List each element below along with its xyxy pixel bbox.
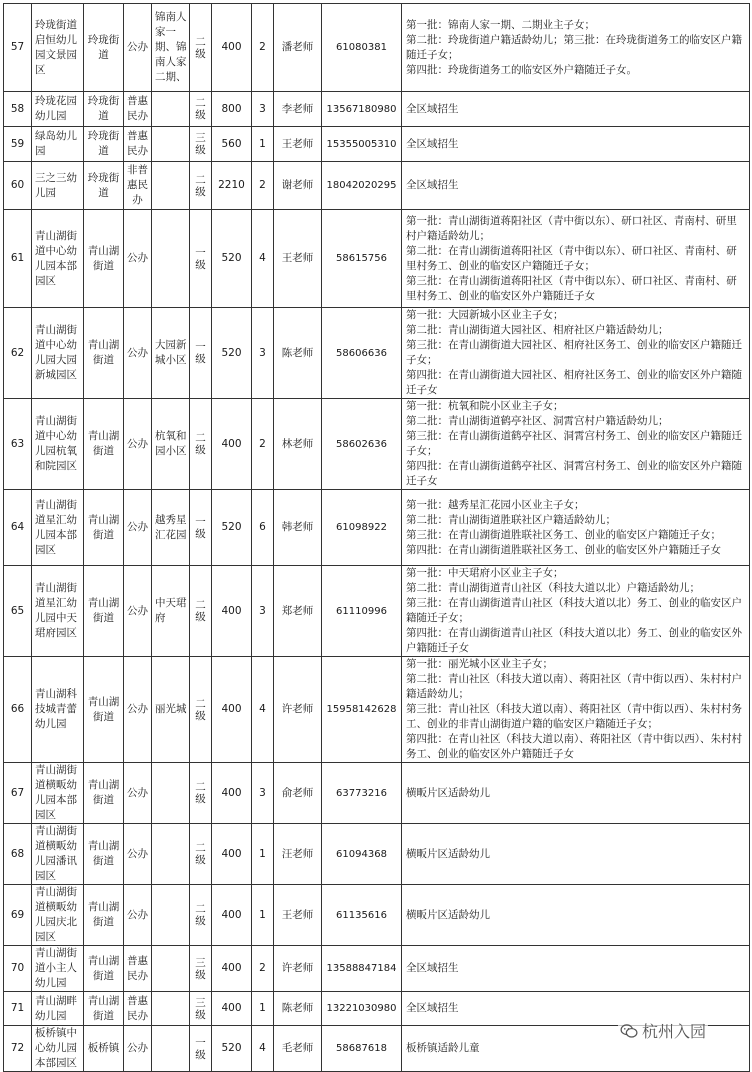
school-name: 青山湖街道星汇幼儿园本部园区 <box>32 490 84 566</box>
school-level: 三级 <box>190 992 212 1026</box>
wechat-icon <box>620 1024 638 1038</box>
enrollment-scope <box>402 490 750 566</box>
class-count: 4 <box>252 657 274 763</box>
street-name: 青山湖街道 <box>84 885 124 946</box>
school-level: 二级 <box>190 162 212 210</box>
scope-line: 第一批：杭氧和院小区业主子女； <box>406 400 564 412</box>
school-name: 玲珑花园幼儿园 <box>32 92 84 127</box>
street-name: 青山湖街道 <box>84 308 124 399</box>
watermark <box>618 1019 708 1042</box>
contact-person: 谢老师 <box>274 162 322 210</box>
community: 中天珺府 <box>152 566 190 657</box>
enrollment-scope <box>402 946 750 992</box>
school-level: 二级 <box>190 92 212 127</box>
table-row <box>4 210 750 308</box>
scope-line: 第三批：在青山湖街道大园社区、相府社区务工、创业的临安区户籍随迁子女； <box>406 339 742 366</box>
enrollment-scope <box>402 566 750 657</box>
school-type: 公办 <box>124 1026 152 1072</box>
scope-line: 全区域招生 <box>406 179 459 191</box>
phone-number: 58687618 <box>322 1026 402 1072</box>
phone-number: 61135616 <box>322 885 402 946</box>
scope-line: 第二批：青山湖街道青山社区（科技大道以北）户籍适龄幼儿； <box>406 582 700 594</box>
class-count: 3 <box>252 308 274 399</box>
school-name: 青山湖街道中心幼儿园大园新城园区 <box>32 308 84 399</box>
school-name: 青山湖科技城青蕾幼儿园 <box>32 657 84 763</box>
phone-number: 61094368 <box>322 824 402 885</box>
school-type: 公办 <box>124 566 152 657</box>
class-count: 1 <box>252 127 274 162</box>
community: 杭氧和园小区 <box>152 399 190 490</box>
contact-person: 许老师 <box>274 657 322 763</box>
phone-number: 13221030980 <box>322 992 402 1026</box>
street-name: 青山湖街道 <box>84 992 124 1026</box>
phone-number: 13588847184 <box>322 946 402 992</box>
scope-line: 第一批：青山湖街道蒋阳社区（青中街以东）、研口社区、青南村、研里村户籍适龄幼儿； <box>406 214 737 242</box>
scope-line: 第一批：锦南人家一期、二期业主子女； <box>406 18 595 31</box>
school-name: 青山湖街道星汇幼儿园中天珺府园区 <box>32 566 84 657</box>
school-type: 普惠民办 <box>124 92 152 127</box>
school-name: 青山湖畔幼儿园 <box>32 992 84 1026</box>
enrollment-table <box>3 3 750 1072</box>
community <box>152 992 190 1026</box>
row-number: 68 <box>4 824 32 885</box>
scope-line: 第二批：玲珑街道户籍适龄幼儿；第三批：在玲珑街道务工的临安区户籍随迁子女； <box>406 33 742 61</box>
class-count: 2 <box>252 4 274 92</box>
scope-line: 第四批：玲珑街道务工的临安区外户籍随迁子女。 <box>406 63 637 76</box>
school-level: 二级 <box>190 885 212 946</box>
capacity: 400 <box>212 885 252 946</box>
scope-line: 横畈片区适龄幼儿 <box>406 786 490 799</box>
phone-number: 18042020295 <box>322 162 402 210</box>
scope-line: 第二批：青山湖街道鹤亭社区、洞霄宫村户籍适龄幼儿； <box>406 415 669 427</box>
phone-number: 61110996 <box>322 566 402 657</box>
contact-person: 王老师 <box>274 885 322 946</box>
phone-number: 63773216 <box>322 763 402 824</box>
phone-number: 61080381 <box>322 4 402 92</box>
row-number: 72 <box>4 1026 32 1072</box>
street-name: 板桥镇 <box>84 1026 124 1072</box>
enrollment-scope <box>402 824 750 885</box>
street-name: 青山湖街道 <box>84 490 124 566</box>
enrollment-scope <box>402 399 750 490</box>
street-name: 青山湖街道 <box>84 824 124 885</box>
class-count: 3 <box>252 92 274 127</box>
scope-line: 第一批：丽光城小区业主子女； <box>406 658 553 670</box>
class-count: 3 <box>252 763 274 824</box>
capacity: 400 <box>212 657 252 763</box>
school-name: 青山湖街道中心幼儿园杭氧和院园区 <box>32 399 84 490</box>
school-level: 二级 <box>190 763 212 824</box>
class-count: 6 <box>252 490 274 566</box>
school-level: 三级 <box>190 946 212 992</box>
table-row <box>4 4 750 92</box>
phone-number: 58615756 <box>322 210 402 308</box>
capacity: 800 <box>212 92 252 127</box>
scope-line: 第三批：在青山湖街道蒋阳社区（青中街以东）、研口社区、青南村、研里村务工、创业的临安区外户籍随迁子女 <box>406 274 737 302</box>
scope-line: 第一批：中天珺府小区业主子女； <box>406 567 564 579</box>
scope-line: 板桥镇适龄儿童 <box>406 1042 480 1054</box>
watermark-text: 杭州入园 <box>642 1022 707 1041</box>
school-name: 青山湖街道小主人幼儿园 <box>32 946 84 992</box>
school-name: 板桥镇中心幼儿园本部园区 <box>32 1026 84 1072</box>
enrollment-scope <box>402 127 750 162</box>
capacity: 400 <box>212 763 252 824</box>
row-number: 71 <box>4 992 32 1026</box>
phone-number: 61098922 <box>322 490 402 566</box>
enrollment-scope <box>402 210 750 308</box>
contact-person: 潘老师 <box>274 4 322 92</box>
capacity: 400 <box>212 4 252 92</box>
school-type: 公办 <box>124 4 152 92</box>
enrollment-scope <box>402 162 750 210</box>
school-name: 绿岛幼儿园 <box>32 127 84 162</box>
capacity: 560 <box>212 127 252 162</box>
row-number: 70 <box>4 946 32 992</box>
school-type: 公办 <box>124 763 152 824</box>
scope-line: 第四批：在青山湖街道青山社区（科技大道以北）务工、创业的临安区外户籍随迁子女 <box>406 627 742 654</box>
contact-person: 林老师 <box>274 399 322 490</box>
class-count: 2 <box>252 399 274 490</box>
row-number: 69 <box>4 885 32 946</box>
school-name: 青山湖街道中心幼儿园本部园区 <box>32 210 84 308</box>
phone-number: 15958142628 <box>322 657 402 763</box>
scope-line: 第一批：大园新城小区业主子女； <box>406 309 564 321</box>
row-number: 58 <box>4 92 32 127</box>
street-name: 青山湖街道 <box>84 763 124 824</box>
school-level: 二级 <box>190 4 212 92</box>
capacity: 400 <box>212 399 252 490</box>
contact-person: 李老师 <box>274 92 322 127</box>
enrollment-scope <box>402 885 750 946</box>
school-name: 三之三幼儿园 <box>32 162 84 210</box>
scope-line: 全区域招生 <box>406 1002 459 1014</box>
street-name: 青山湖街道 <box>84 399 124 490</box>
scope-line: 第二批：青山社区（科技大道以南）、蒋阳社区（青中街以西）、朱村村户籍适龄幼儿； <box>406 673 742 700</box>
table-row <box>4 946 750 992</box>
community <box>152 162 190 210</box>
row-number: 62 <box>4 308 32 399</box>
school-level: 二级 <box>190 399 212 490</box>
table-row <box>4 763 750 824</box>
table-row <box>4 127 750 162</box>
community <box>152 210 190 308</box>
phone-number: 58606636 <box>322 308 402 399</box>
community <box>152 946 190 992</box>
class-count: 4 <box>252 1026 274 1072</box>
row-number: 65 <box>4 566 32 657</box>
scope-line: 全区域招生 <box>406 137 459 150</box>
table-row <box>4 308 750 399</box>
school-level: 一级 <box>190 490 212 566</box>
scope-line: 第三批：在青山湖街道胜联社区务工、创业的临安区户籍随迁子女； <box>406 528 721 541</box>
scope-line: 第二批：在青山湖街道蒋阳社区（青中街以东）、研口社区、青南村、研里村务工、创业的临安区户籍随迁子女； <box>406 244 737 272</box>
scope-line: 第四批：在青山湖街道鹤亭社区、洞霄宫村务工、创业的临安区外户籍随迁子女 <box>406 460 742 487</box>
community <box>152 763 190 824</box>
row-number: 61 <box>4 210 32 308</box>
scope-line: 第三批：在青山湖街道青山社区（科技大道以北）务工、创业的临安区户籍随迁子女； <box>406 597 742 624</box>
scope-line: 第一批：越秀星汇花园小区业主子女； <box>406 498 585 511</box>
school-type: 普惠民办 <box>124 946 152 992</box>
enrollment-scope <box>402 308 750 399</box>
scope-line: 第二批：青山湖街道大园社区、相府社区户籍适龄幼儿； <box>406 324 669 336</box>
scope-line: 第四批：在青山社区（科技大道以南）、蒋阳社区（青中街以西）、朱村村务工、创业的临安区外户籍随迁子女 <box>406 733 742 760</box>
school-level: 二级 <box>190 657 212 763</box>
contact-person: 郑老师 <box>274 566 322 657</box>
phone-number: 15355005310 <box>322 127 402 162</box>
contact-person: 王老师 <box>274 210 322 308</box>
capacity: 400 <box>212 824 252 885</box>
school-level: 一级 <box>190 308 212 399</box>
enrollment-scope <box>402 4 750 92</box>
phone-number: 58602636 <box>322 399 402 490</box>
scope-line: 第三批：青山社区（科技大道以南）、蒋阳社区（青中街以西）、朱村村务工、创业的非青山湖街道户籍的临安区户籍随迁子女； <box>406 703 742 730</box>
capacity: 2210 <box>212 162 252 210</box>
table-row <box>4 566 750 657</box>
street-name: 玲珑街道 <box>84 92 124 127</box>
street-name: 青山湖街道 <box>84 566 124 657</box>
community <box>152 1026 190 1072</box>
community: 越秀星汇花园 <box>152 490 190 566</box>
street-name: 青山湖街道 <box>84 657 124 763</box>
community <box>152 127 190 162</box>
school-level: 一级 <box>190 1026 212 1072</box>
capacity: 520 <box>212 1026 252 1072</box>
scope-line: 第三批：在青山湖街道鹤亭社区、洞霄宫村务工、创业的临安区户籍随迁子女； <box>406 430 742 457</box>
street-name: 青山湖街道 <box>84 210 124 308</box>
contact-person: 陈老师 <box>274 308 322 399</box>
table-row <box>4 657 750 763</box>
street-name: 玲珑街道 <box>84 162 124 210</box>
school-type: 公办 <box>124 885 152 946</box>
school-name: 青山湖街道横畈幼儿园本部园区 <box>32 763 84 824</box>
capacity: 520 <box>212 210 252 308</box>
phone-number: 13567180980 <box>322 92 402 127</box>
scope-line: 全区域招生 <box>406 102 459 115</box>
school-level: 二级 <box>190 824 212 885</box>
community <box>152 92 190 127</box>
row-number: 63 <box>4 399 32 490</box>
table-row <box>4 824 750 885</box>
class-count: 1 <box>252 824 274 885</box>
scope-line: 第四批：在青山湖街道胜联社区务工、创业的临安区外户籍随迁子女 <box>406 543 721 556</box>
class-count: 1 <box>252 885 274 946</box>
capacity: 520 <box>212 490 252 566</box>
scope-line: 横畈片区适龄幼儿 <box>406 847 490 860</box>
school-type: 非普惠民办 <box>124 162 152 210</box>
capacity: 400 <box>212 992 252 1026</box>
street-name: 玲珑街道 <box>84 127 124 162</box>
school-level: 三级 <box>190 127 212 162</box>
community <box>152 824 190 885</box>
row-number: 64 <box>4 490 32 566</box>
school-name: 玲珑街道启恒幼儿园文景园区 <box>32 4 84 92</box>
class-count: 1 <box>252 992 274 1026</box>
table-row <box>4 399 750 490</box>
class-count: 4 <box>252 210 274 308</box>
row-number: 66 <box>4 657 32 763</box>
capacity: 520 <box>212 308 252 399</box>
school-type: 公办 <box>124 308 152 399</box>
table-row <box>4 490 750 566</box>
street-name: 青山湖街道 <box>84 946 124 992</box>
row-number: 59 <box>4 127 32 162</box>
school-name: 青山湖街道横畈幼儿园潘讯园区 <box>32 824 84 885</box>
contact-person: 许老师 <box>274 946 322 992</box>
enrollment-scope <box>402 657 750 763</box>
table-row <box>4 885 750 946</box>
community: 大园新城小区 <box>152 308 190 399</box>
school-type: 公办 <box>124 399 152 490</box>
contact-person: 汪老师 <box>274 824 322 885</box>
table-row <box>4 92 750 127</box>
capacity: 400 <box>212 946 252 992</box>
school-level: 二级 <box>190 566 212 657</box>
enrollment-scope <box>402 763 750 824</box>
school-type: 公办 <box>124 490 152 566</box>
contact-person: 陈老师 <box>274 992 322 1026</box>
scope-line: 第四批：在青山湖街道大园社区、相府社区务工、创业的临安区外户籍随迁子女 <box>406 369 742 396</box>
school-type: 公办 <box>124 210 152 308</box>
class-count: 2 <box>252 162 274 210</box>
scope-line: 横畈片区适龄幼儿 <box>406 908 490 921</box>
school-name: 青山湖街道横畈幼儿园庆北园区 <box>32 885 84 946</box>
class-count: 2 <box>252 946 274 992</box>
contact-person: 俞老师 <box>274 763 322 824</box>
enrollment-scope <box>402 92 750 127</box>
class-count: 3 <box>252 566 274 657</box>
community: 锦南人家一期、锦南人家二期、 <box>152 4 190 92</box>
community: 丽光城 <box>152 657 190 763</box>
school-type: 普惠民办 <box>124 127 152 162</box>
school-type: 公办 <box>124 824 152 885</box>
school-level: 一级 <box>190 210 212 308</box>
row-number: 67 <box>4 763 32 824</box>
community <box>152 885 190 946</box>
school-type: 公办 <box>124 657 152 763</box>
table-row <box>4 162 750 210</box>
scope-line: 全区域招生 <box>406 962 459 974</box>
contact-person: 王老师 <box>274 127 322 162</box>
row-number: 57 <box>4 4 32 92</box>
contact-person: 毛老师 <box>274 1026 322 1072</box>
row-number: 60 <box>4 162 32 210</box>
school-type: 普惠民办 <box>124 992 152 1026</box>
scope-line: 第二批：青山湖街道胜联社区户籍适龄幼儿； <box>406 513 616 526</box>
contact-person: 韩老师 <box>274 490 322 566</box>
street-name: 玲珑街道 <box>84 4 124 92</box>
capacity: 400 <box>212 566 252 657</box>
